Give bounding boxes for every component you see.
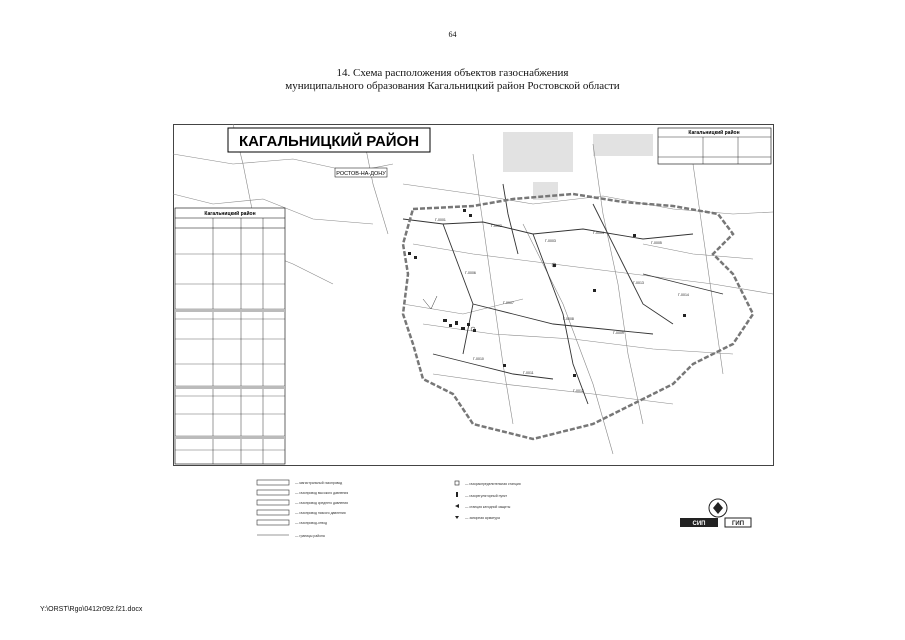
svg-text:Г-0007: Г-0007 [503,301,514,305]
svg-text:— магистральный газопровод: — магистральный газопровод [295,481,343,485]
svg-text:— границы района: — границы района [295,534,325,538]
svg-text:Г-0009: Г-0009 [613,331,624,335]
logo-text-2: ГИП [731,521,745,527]
right-table [658,128,771,164]
page-title [0,67,905,93]
svg-text:Г-0006: Г-0006 [465,271,476,275]
title-line-1: 14. Схема расположения объектов газоснабжения [336,67,569,79]
legend-canvas [255,478,775,548]
legend-symbol-texts [465,482,521,520]
logo-text-1: СИП [692,521,706,527]
svg-text:Г-0014: Г-0014 [678,293,689,297]
left-table [175,208,285,464]
svg-text:Г-0003: Г-0003 [545,239,556,243]
svg-text:— газораспределительная станци: — газораспределительная станция [465,482,521,486]
footer-file-path: Y:\ORST\Rgo\0412r092.f21.docx [40,606,143,613]
city-label: РОСТОВ-НА-ДОНУ [336,171,386,177]
svg-text:— газопровод высокого давления: — газопровод высокого давления [295,491,349,495]
district-map [173,124,774,466]
right-table-title: Кагальницкий район [688,130,740,136]
main-title: КАГАЛЬНИЦКИЙ РАЙОН [238,133,420,150]
svg-text:Г-0005: Г-0005 [651,241,662,245]
svg-text:Г-0008: Г-0008 [563,317,574,321]
svg-text:— газопровод-отвод: — газопровод-отвод [295,521,327,525]
legend-line-texts [295,481,348,538]
svg-text:Г-0001: Г-0001 [435,218,446,222]
svg-text:— станция катодной защиты: — станция катодной защиты [465,505,511,509]
svg-text:— запорная арматура: — запорная арматура [465,516,500,520]
svg-text:Г-0002: Г-0002 [491,224,502,228]
svg-text:— газопровод низкого давления: — газопровод низкого давления [295,511,346,515]
svg-text:Г-0011: Г-0011 [523,371,534,375]
svg-text:— газорегуляторный пункт: — газорегуляторный пункт [465,494,508,498]
svg-text:Г-0010: Г-0010 [473,357,484,361]
svg-text:Г-0004: Г-0004 [593,231,604,235]
map-canvas [173,124,774,466]
left-table-title: Кагальницкий район [204,211,256,217]
legend-line-samples [257,480,289,535]
title-line-2: муниципального образования Кагальницкий район Ростовской области [285,80,620,92]
legend-symbol-samples [455,481,459,519]
svg-text:Г-0012: Г-0012 [573,389,584,393]
svg-text:Г-0013: Г-0013 [633,281,644,285]
map-legend [255,478,775,548]
page-number: 64 [448,30,457,39]
legend-logos [680,499,751,527]
svg-text:— газопровод среднего давления: — газопровод среднего давления [295,501,349,505]
